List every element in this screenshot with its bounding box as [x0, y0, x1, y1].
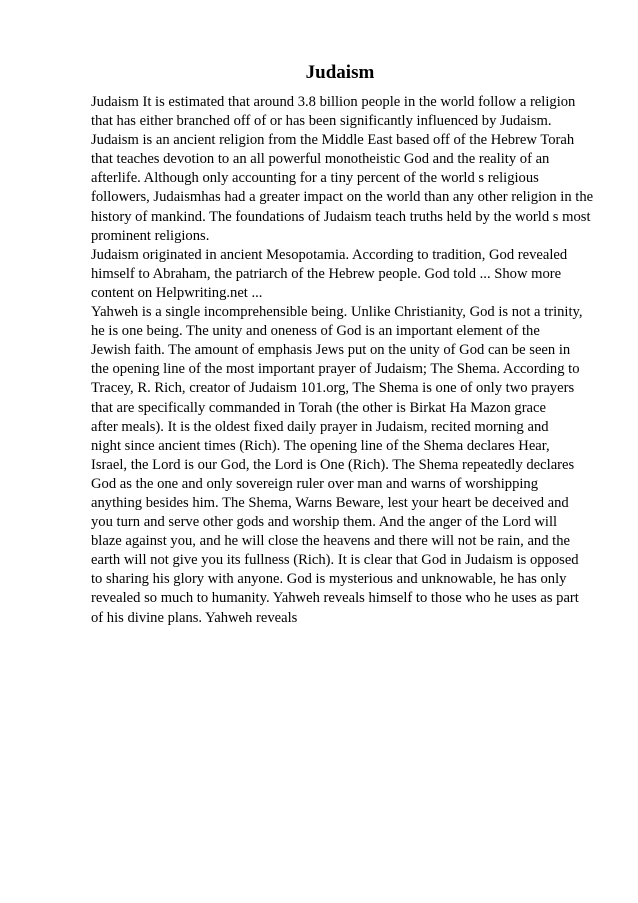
body-line: Tracey, R. Rich, creator of Judaism 101.org, The Shema is one of only two prayers — [91, 380, 575, 397]
body-line: prominent religions. — [91, 227, 210, 244]
body-line: anything besides him. The Shema, Warns Beware, lest your heart be deceived and — [91, 494, 569, 511]
body-line: of his divine plans. Yahweh reveals — [91, 609, 298, 626]
body-line: earth will not give you its fullness (Rich). It is clear that God in Judaism is opposed — [91, 552, 579, 569]
body-line: that are specifically commanded in Torah (the other is Birkat Ha Mazon grace — [91, 399, 546, 416]
body-line: you turn and serve other gods and worship them. And the anger of the Lord will — [91, 514, 558, 531]
body-line: that has either branched off of or has been significantly influenced by Judaism. — [91, 113, 552, 130]
body-line: Yahweh is a single incomprehensible being. Unlike Christianity, God is not a trinity, — [91, 304, 583, 321]
body-line: history of mankind. The foundations of Judaism teach truths held by the world s most — [91, 208, 591, 225]
body-line: night since ancient times (Rich). The opening line of the Shema declares Hear, — [91, 437, 550, 454]
body-line: Jewish faith. The amount of emphasis Jews put on the unity of God can be seen in — [91, 342, 571, 359]
body-line: revealed so much to humanity. Yahweh reveals himself to those who he uses as part — [91, 590, 579, 607]
body-line: God as the one and only sovereign ruler over man and warns of worshipping — [91, 475, 539, 492]
document-body — [91, 93, 631, 628]
body-line: after meals). It is the oldest fixed daily prayer in Judaism, recited morning and — [91, 418, 549, 435]
body-line: himself to Abraham, the patriarch of the Hebrew people. God told ... Show more — [91, 265, 562, 282]
body-line: Judaism is an ancient religion from the Middle East based off of the Hebrew Torah — [91, 132, 575, 149]
body-line: Judaism It is estimated that around 3.8 billion people in the world follow a religion — [91, 94, 576, 110]
body-line: blaze against you, and he will close the heavens and there will not be rain, and the — [91, 533, 570, 550]
body-line: he is one being. The unity and oneness of God is an important element of the — [91, 323, 540, 340]
body-line: to sharing his glory with anyone. God is mysterious and unknowable, he has only — [91, 571, 567, 588]
body-line: content on Helpwriting.net ... — [91, 284, 263, 301]
body-line: Judaism originated in ancient Mesopotamia. According to tradition, God revealed — [91, 246, 568, 263]
body-line: followers, Judaismhas had a greater impact on the world than any other religion in the — [91, 189, 594, 206]
body-line: afterlife. Although only accounting for a tiny percent of the world s religious — [91, 170, 539, 187]
body-line: Israel, the Lord is our God, the Lord is One (Rich). The Shema repeatedly declares — [91, 456, 575, 473]
document-title: Judaism — [305, 62, 375, 83]
body-line: the opening line of the most important prayer of Judaism; The Shema. According to — [91, 361, 580, 378]
body-line: that teaches devotion to an all powerful monotheistic God and the reality of an — [91, 151, 550, 168]
